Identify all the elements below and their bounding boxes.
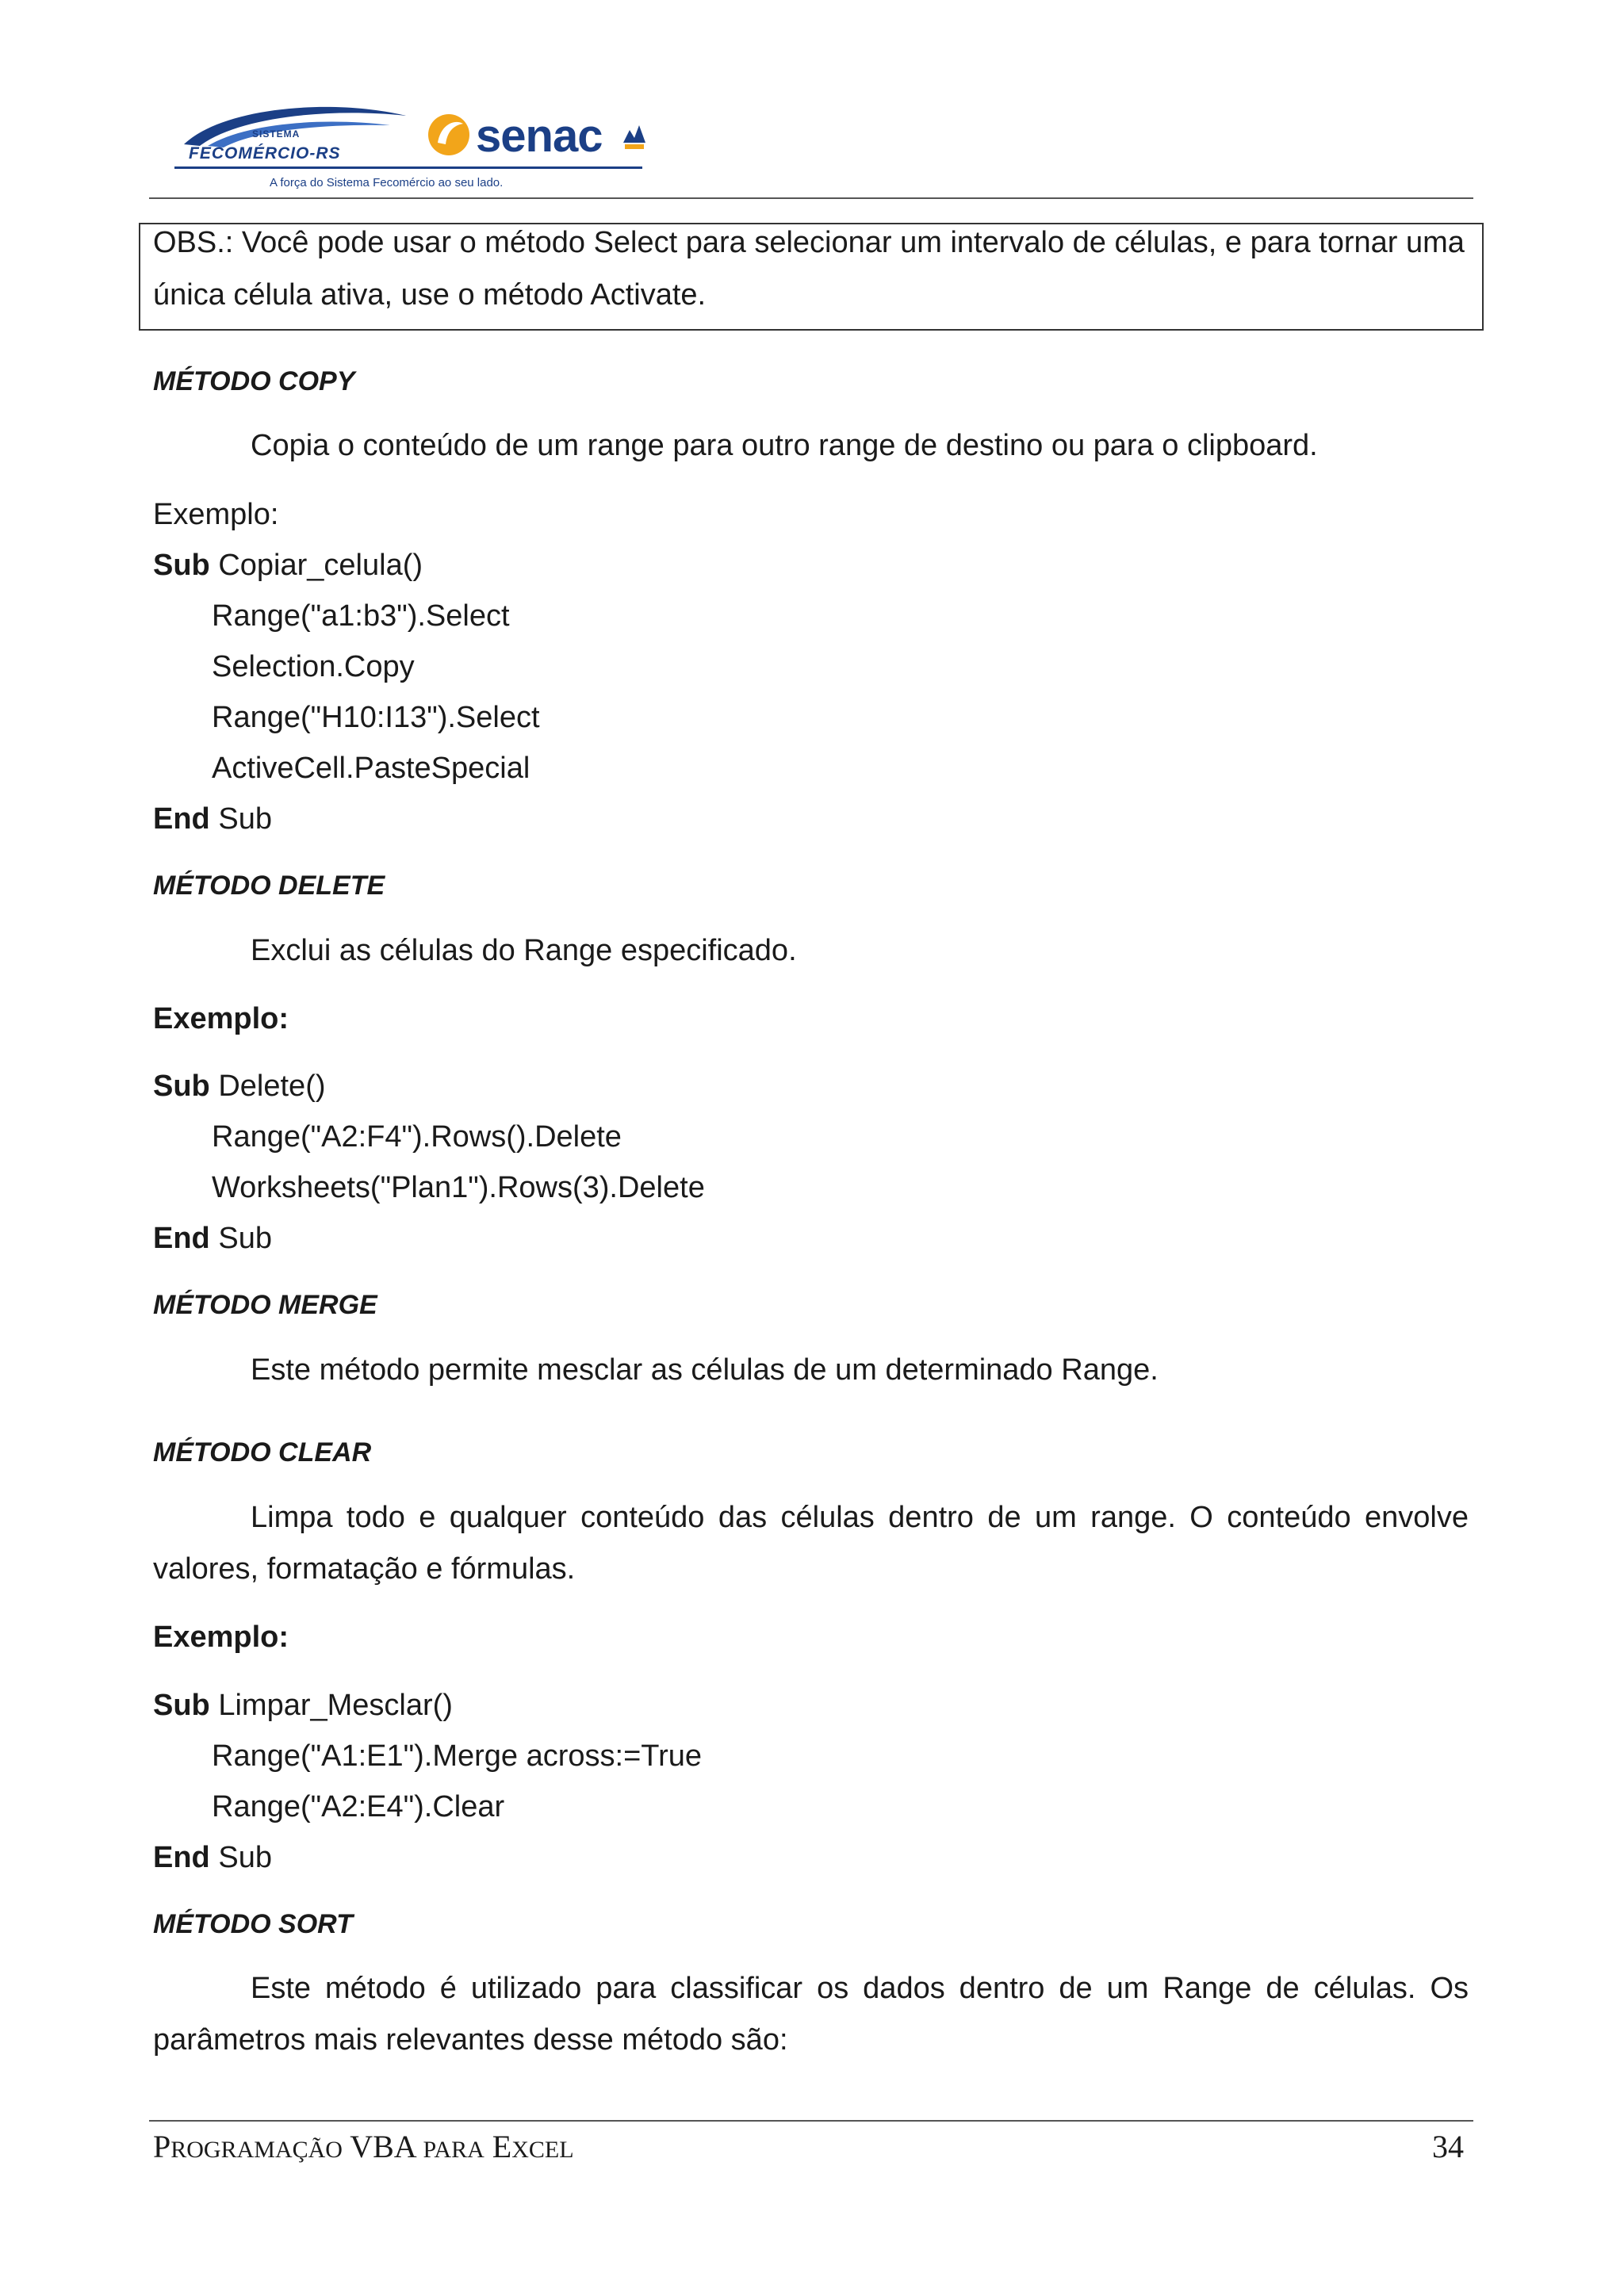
delete-heading: MÉTODO DELETE [153, 871, 385, 901]
sort-heading: MÉTODO SORT [153, 1909, 353, 1939]
sub-name: Delete() [218, 1070, 326, 1103]
sub-name: Limpar_Mesclar() [218, 1689, 453, 1722]
sort-description-line-2: parâmetros mais relevantes desse método são: [153, 2023, 788, 2057]
end-keyword: End [153, 1222, 210, 1255]
merge-description: Este método permite mesclar as células de um determinado Range. [251, 1353, 1159, 1387]
delete-code-line: Worksheets("Plan1").Rows(3).Delete [212, 1171, 705, 1204]
logo-underline [174, 166, 642, 169]
end-rest: Sub [218, 1222, 272, 1255]
fecomercio-name-text: FECOMÉRCIO-RS [189, 144, 341, 163]
end-keyword: End [153, 802, 210, 836]
footer-document-title [153, 2128, 574, 2165]
sort-description-line-1: Este método é utilizado para classificar os dados dentro de um Range de células. Os [251, 1972, 1469, 2005]
delete-code-line: Range("A2:F4").Rows().Delete [212, 1120, 622, 1154]
footer-title-part: VBA [342, 2129, 423, 2164]
clear-code-sub-line [153, 1688, 453, 1723]
end-keyword: End [153, 1841, 210, 1874]
delete-code-sub-line [153, 1069, 326, 1104]
clear-heading: MÉTODO CLEAR [153, 1437, 372, 1468]
sub-keyword: Sub [153, 1070, 210, 1103]
clear-code-line: Range("A2:E4").Clear [212, 1790, 505, 1823]
end-rest: Sub [218, 1841, 272, 1874]
footer-divider [149, 2120, 1473, 2122]
copy-example-label: Exemplo: [153, 498, 279, 531]
end-rest: Sub [218, 802, 272, 836]
footer-title-part: XCEL [511, 2137, 574, 2163]
sub-name: Copiar_celula() [218, 549, 423, 582]
copy-code-line: Range("a1:b3").Select [212, 599, 510, 633]
copy-description: Copia o conteúdo de um range para outro range de destino ou para o clipboard. [251, 429, 1318, 462]
copy-code-line: Range("H10:I13").Select [212, 701, 540, 734]
footer-title-part: ROGRAMAÇÃO [170, 2137, 343, 2163]
sub-keyword: Sub [153, 1689, 210, 1722]
page-number: 34 [1432, 2129, 1464, 2164]
copy-code-end-line [153, 802, 272, 836]
obs-line-2: única célula ativa, use o método Activate. [153, 278, 707, 312]
copy-code-line: ActiveCell.PasteSpecial [212, 752, 530, 785]
clear-description-line-2: valores, formatação e fórmulas. [153, 1552, 576, 1586]
page-header [149, 94, 1473, 198]
copy-code-line: Selection.Copy [212, 650, 415, 683]
fecomercio-senac-logo [160, 94, 652, 198]
delete-example-label: Exemplo: [153, 1002, 289, 1035]
senac-badge-icon [620, 121, 649, 152]
copy-heading: MÉTODO COPY [153, 366, 355, 396]
obs-line-1: OBS.: Você pode usar o método Select para selecionar um intervalo de células, e para tornar uma [153, 226, 1465, 259]
delete-description: Exclui as células do Range especificado. [251, 934, 797, 967]
delete-code-end-line [153, 1221, 272, 1256]
footer-title-part: PARA [423, 2137, 485, 2163]
footer-title-part: E [484, 2129, 512, 2164]
fecomercio-tagline: A força do Sistema Fecomércio ao seu lado. [270, 176, 504, 189]
senac-logo-text: senac [476, 110, 603, 162]
clear-code-end-line [153, 1840, 272, 1875]
sub-keyword: Sub [153, 549, 210, 582]
header-divider [149, 197, 1473, 199]
copy-code-sub-line [153, 548, 423, 583]
clear-description-line-1: Limpa todo e qualquer conteúdo das células dentro de um range. O conteúdo envolve [251, 1501, 1469, 1534]
fecomercio-sistema-text: SISTEMA [252, 128, 301, 140]
footer-title-part: P [153, 2129, 171, 2164]
clear-code-line: Range("A1:E1").Merge across:=True [212, 1739, 703, 1773]
senac-emblem-icon [423, 108, 474, 159]
clear-example-label: Exemplo: [153, 1621, 289, 1654]
merge-heading: MÉTODO MERGE [153, 1290, 377, 1320]
